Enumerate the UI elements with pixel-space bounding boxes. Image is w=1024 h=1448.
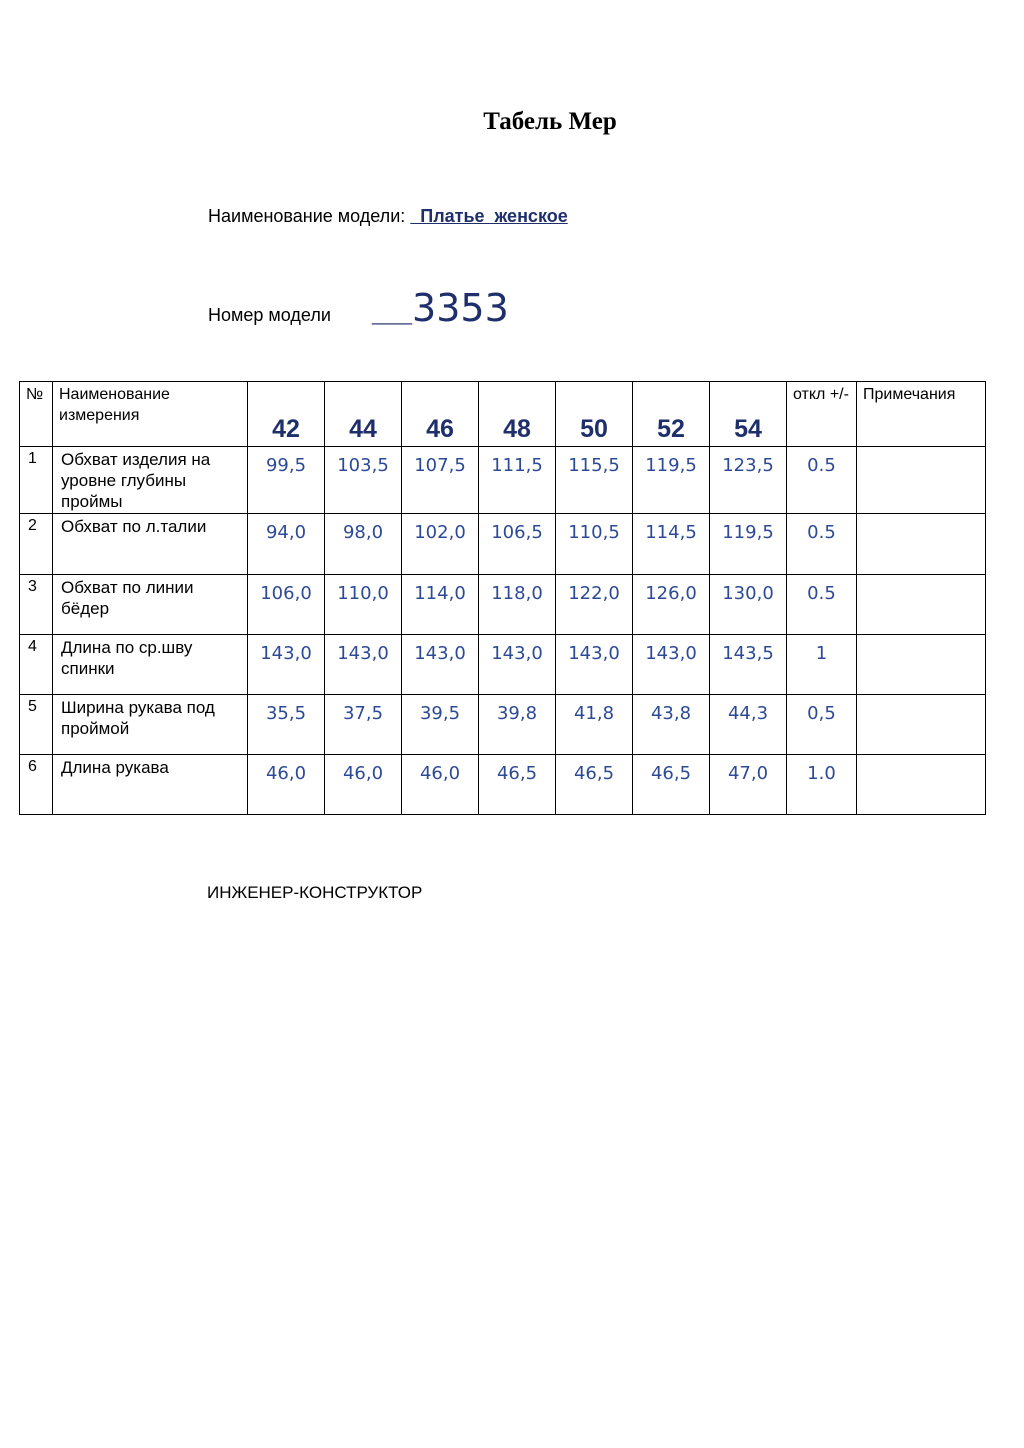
notes-cell (857, 695, 986, 755)
measurement-value: 39,5 (402, 695, 479, 755)
row-number: 4 (20, 635, 53, 695)
measurement-value: 143,0 (556, 635, 633, 695)
row-number: 6 (20, 755, 53, 815)
measurement-value: 143,0 (248, 635, 325, 695)
table-row (20, 635, 986, 695)
table-row (20, 514, 986, 575)
measurement-value: 43,8 (633, 695, 710, 755)
notes-cell (857, 635, 986, 695)
measurement-value: 119,5 (710, 514, 787, 575)
measurement-value: 119,5 (633, 447, 710, 514)
header-size: 46 (402, 382, 479, 447)
measurement-value: 41,8 (556, 695, 633, 755)
model-number-blank: ____ (372, 305, 413, 325)
measurement-value: 143,0 (633, 635, 710, 695)
measurement-value: 143,0 (325, 635, 402, 695)
engineer-signature-label: ИНЖЕНЕР-КОНСТРУКТОР (207, 883, 423, 902)
measurement-value: 122,0 (556, 575, 633, 635)
model-name-value: Платье женское (410, 206, 568, 226)
measurement-value: 143,0 (479, 635, 556, 695)
header-size: 44 (325, 382, 402, 447)
measurement-value: 94,0 (248, 514, 325, 575)
header-tolerance: откл +/- (787, 382, 857, 447)
measurement-name: Обхват изделия на уровне глубины проймы (53, 447, 248, 514)
measurement-value: 143,5 (710, 635, 787, 695)
measurement-value: 46,5 (556, 755, 633, 815)
header-name: Наименование измерения (53, 382, 248, 447)
row-number: 2 (20, 514, 53, 575)
measurement-value: 44,3 (710, 695, 787, 755)
measurement-name: Длина по ср.шву спинки (53, 635, 248, 695)
header-size: 52 (633, 382, 710, 447)
measurement-value: 46,0 (325, 755, 402, 815)
notes-cell (857, 514, 986, 575)
table-row (20, 695, 986, 755)
measurement-value: 102,0 (402, 514, 479, 575)
header-size: 42 (248, 382, 325, 447)
header-size: 50 (556, 382, 633, 447)
header-size: 54 (710, 382, 787, 447)
measurements-table (19, 381, 986, 815)
row-number: 5 (20, 695, 53, 755)
measurement-name: Обхват по л.талии (53, 514, 248, 575)
measurement-value: 107,5 (402, 447, 479, 514)
measurement-value: 110,5 (556, 514, 633, 575)
measurement-value: 106,0 (248, 575, 325, 635)
document-title: Табель Мер (483, 108, 617, 135)
tolerance-value: 1.0 (787, 755, 857, 815)
model-number-value: 3353 (412, 286, 509, 330)
measurement-value: 98,0 (325, 514, 402, 575)
measurement-value: 47,0 (710, 755, 787, 815)
model-number-label: Номер модели (208, 305, 331, 325)
tolerance-value: 1 (787, 635, 857, 695)
measurement-value: 123,5 (710, 447, 787, 514)
measurement-value: 114,0 (402, 575, 479, 635)
measurement-value: 46,0 (402, 755, 479, 815)
measurement-value: 114,5 (633, 514, 710, 575)
header-notes: Примечания (857, 382, 986, 447)
measurement-value: 103,5 (325, 447, 402, 514)
measurement-value: 111,5 (479, 447, 556, 514)
notes-cell (857, 575, 986, 635)
measurement-value: 99,5 (248, 447, 325, 514)
measurement-value: 126,0 (633, 575, 710, 635)
model-name-line (208, 206, 568, 227)
header-size: 48 (479, 382, 556, 447)
tolerance-value: 0.5 (787, 514, 857, 575)
table-row (20, 575, 986, 635)
header-no: № (20, 382, 53, 447)
measurement-value: 46,5 (479, 755, 556, 815)
measurement-name: Ширина рукава под проймой (53, 695, 248, 755)
measurement-value: 110,0 (325, 575, 402, 635)
measurement-value: 115,5 (556, 447, 633, 514)
measurement-value: 46,5 (633, 755, 710, 815)
notes-cell (857, 447, 986, 514)
measurement-name: Длина рукава (53, 755, 248, 815)
model-number-line (208, 286, 509, 334)
tolerance-value: 0.5 (787, 447, 857, 514)
row-number: 3 (20, 575, 53, 635)
notes-cell (857, 755, 986, 815)
measurement-value: 35,5 (248, 695, 325, 755)
table-header-row (20, 382, 986, 447)
tolerance-value: 0,5 (787, 695, 857, 755)
measurement-name: Обхват по линии бёдер (53, 575, 248, 635)
measurement-value: 46,0 (248, 755, 325, 815)
model-name-label: Наименование модели: (208, 206, 411, 226)
table-row (20, 755, 986, 815)
measurement-value: 143,0 (402, 635, 479, 695)
measurement-value: 37,5 (325, 695, 402, 755)
measurement-value: 39,8 (479, 695, 556, 755)
row-number: 1 (20, 447, 53, 514)
measurement-value: 118,0 (479, 575, 556, 635)
table-row (20, 447, 986, 514)
tolerance-value: 0.5 (787, 575, 857, 635)
measurement-value: 130,0 (710, 575, 787, 635)
measurement-value: 106,5 (479, 514, 556, 575)
